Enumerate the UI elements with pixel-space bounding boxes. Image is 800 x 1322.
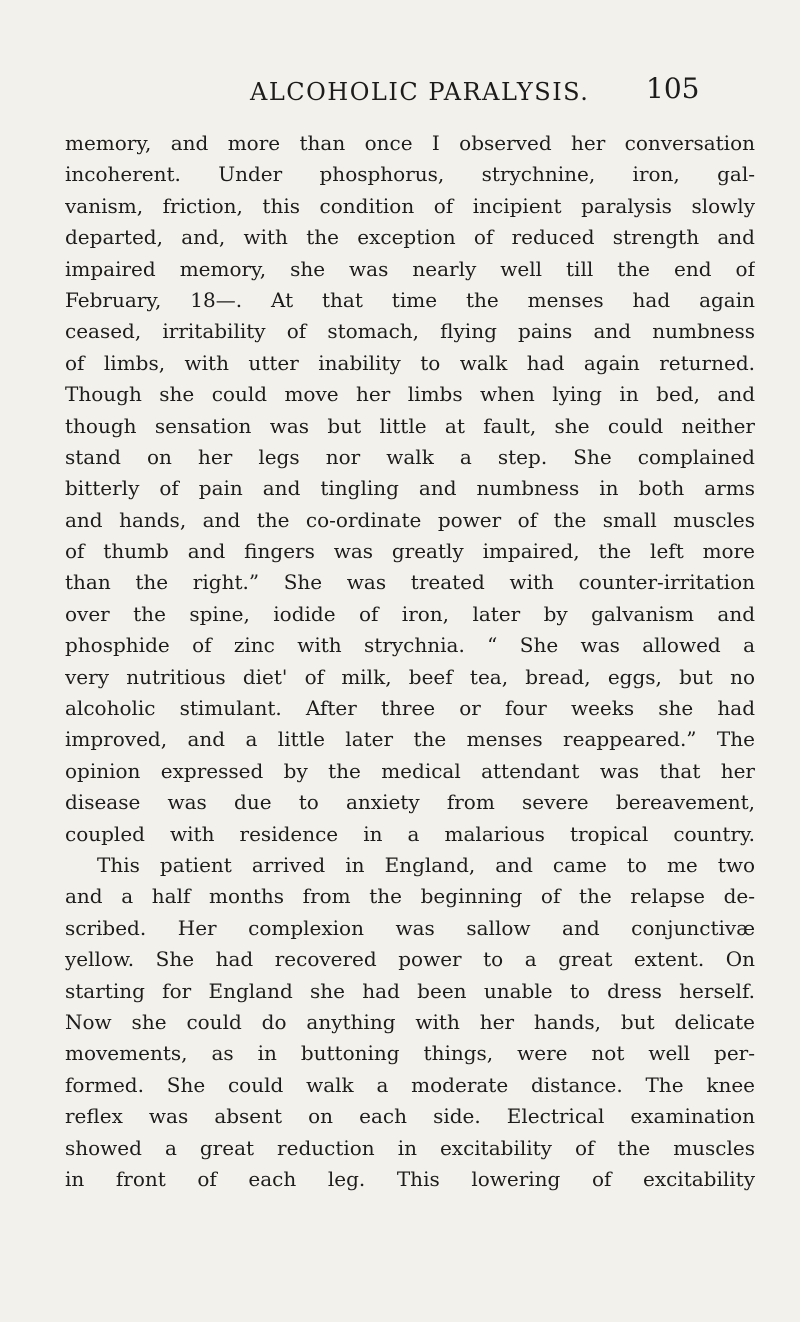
text-line: Now she could do anything with her hands, but delicate	[65, 1009, 755, 1034]
text-line: than the right.” She was treated with counter-irritation	[65, 570, 755, 595]
text-line: phosphide of zinc with strychnia. “ She was allowed a	[65, 633, 755, 658]
running-head: ALCOHOLIC PARALYSIS.	[250, 78, 590, 106]
text-line: formed. She could walk a moderate distance. The knee	[65, 1072, 755, 1097]
text-line: ceased, irritability of stomach, flying pains and numbness	[65, 319, 755, 344]
text-line: stand on her legs nor walk a step. She complained	[65, 444, 755, 469]
text-line: disease was due to anxiety from severe bereavement,	[65, 790, 755, 815]
text-line: scribed. Her complexion was sallow and conjunctivæ	[65, 915, 755, 940]
text-line: in front of each leg. This lowering of excitability	[65, 1166, 755, 1191]
text-line: incoherent. Under phosphorus, strychnine, iron, gal-	[65, 162, 755, 187]
text-line: over the spine, iodide of iron, later by galvanism and	[65, 601, 755, 626]
text-line: though sensation was but little at fault, she could neither	[65, 413, 755, 438]
body-text	[65, 128, 755, 1195]
text-line: starting for England she had been unable to dress herself.	[65, 978, 755, 1003]
text-line: movements, as in buttoning things, were not well per-	[65, 1041, 755, 1066]
text-line: alcoholic stimulant. After three or four weeks she had	[65, 696, 755, 721]
text-line: reflex was absent on each side. Electrical examination	[65, 1104, 755, 1129]
text-line: and hands, and the co-ordinate power of the small muscles	[65, 507, 755, 532]
text-line: showed a great reduction in excitability of the muscles	[65, 1135, 755, 1160]
text-line: of thumb and fingers was greatly impaired, the left more	[65, 539, 755, 564]
text-line: coupled with residence in a malarious tropical country.	[65, 821, 755, 846]
page-number: 105	[646, 72, 700, 105]
text-line: bitterly of pain and tingling and numbness in both arms	[65, 476, 755, 501]
text-line: memory, and more than once I observed her conversation	[65, 131, 755, 155]
text-line: yellow. She had recovered power to a great extent. On	[65, 947, 755, 972]
text-line: improved, and a little later the menses reappeared.” The	[65, 727, 755, 752]
text-line: vanism, friction, this condition of incipient paralysis slowly	[65, 193, 755, 218]
text-line: This patient arrived in England, and came to me two	[97, 852, 755, 877]
text-line: Though she could move her limbs when lying in bed, and	[65, 382, 755, 407]
text-line: February, 18—. At that time the menses had again	[65, 287, 755, 312]
text-line: of limbs, with utter inability to walk had again returned.	[65, 350, 755, 375]
text-line: very nutritious diet' of milk, beef tea, bread, eggs, but no	[65, 664, 755, 689]
text-line: and a half months from the beginning of the relapse de-	[65, 884, 755, 909]
text-line: departed, and, with the exception of reduced strength and	[65, 225, 755, 250]
text-line: opinion expressed by the medical attendant was that her	[65, 758, 755, 783]
text-line: impaired memory, she was nearly well till the end of	[65, 256, 755, 281]
